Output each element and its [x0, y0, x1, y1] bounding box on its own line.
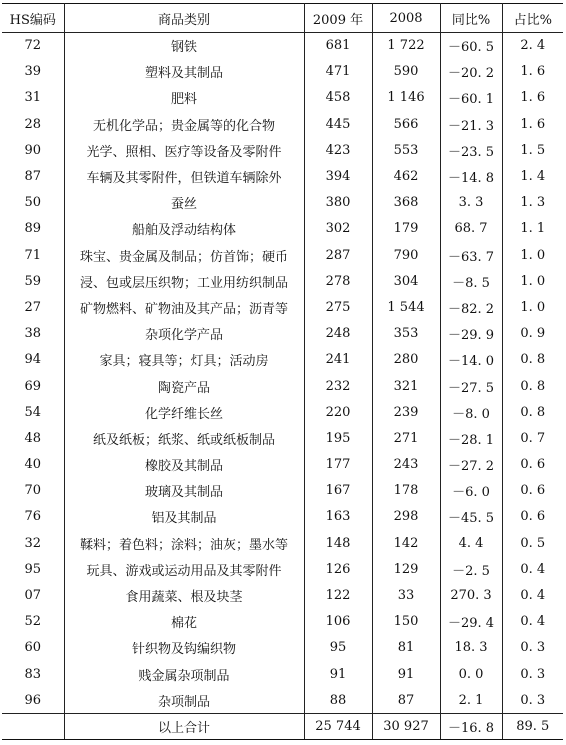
category-cell: 车辆及其零附件，但铁道车辆除外 [64, 163, 304, 189]
hs-code-cell: 31 [2, 85, 64, 111]
share-cell: 0. 6 [502, 478, 563, 504]
value-2008-cell: 368 [372, 190, 440, 216]
value-2008-cell: 280 [372, 347, 440, 373]
value-2009-cell: 163 [304, 504, 372, 530]
value-2009-cell: 278 [304, 268, 372, 294]
value-2009-cell: 471 [304, 59, 372, 85]
share-cell: 1. 6 [502, 111, 563, 137]
value-2009-cell: 167 [304, 478, 372, 504]
yoy-cell: 68. 7 [440, 216, 502, 242]
yoy-cell: 2. 1 [440, 687, 502, 713]
yoy-cell: －8. 5 [440, 268, 502, 294]
share-cell: 0. 6 [502, 504, 563, 530]
category-cell: 珠宝、贵金属及制品；仿首饰；硬币 [64, 242, 304, 268]
share-cell: 0. 4 [502, 582, 563, 608]
table-row [2, 347, 563, 373]
share-cell: 0. 9 [502, 321, 563, 347]
share-cell: 0. 8 [502, 399, 563, 425]
total-share-cell: 89. 5 [502, 713, 563, 739]
total-value-2008-cell: 30 927 [372, 713, 440, 739]
hs-code-cell: 94 [2, 347, 64, 373]
table-row [2, 216, 563, 242]
share-cell: 0. 8 [502, 373, 563, 399]
value-2009-cell: 126 [304, 556, 372, 582]
table-row [2, 242, 563, 268]
value-2009-cell: 681 [304, 33, 372, 59]
value-2009-cell: 195 [304, 425, 372, 451]
yoy-cell: －28. 1 [440, 425, 502, 451]
value-2008-cell: 81 [372, 635, 440, 661]
header-hs-code: HS编码 [2, 4, 64, 33]
header-yoy: 同比% [440, 4, 502, 33]
hs-code-cell: 39 [2, 59, 64, 85]
header-2009: 2009 年 [304, 4, 372, 33]
value-2009-cell: 287 [304, 242, 372, 268]
value-2009-cell: 241 [304, 347, 372, 373]
value-2008-cell: 566 [372, 111, 440, 137]
table-row [2, 556, 563, 582]
share-cell: 1. 1 [502, 216, 563, 242]
share-cell: 0. 4 [502, 556, 563, 582]
table-row [2, 321, 563, 347]
share-cell: 1. 0 [502, 294, 563, 320]
category-cell: 无机化学品；贵金属等的化合物 [64, 111, 304, 137]
hs-code-cell: 38 [2, 321, 64, 347]
category-cell: 光学、照相、医疗等设备及零附件 [64, 137, 304, 163]
value-2009-cell: 88 [304, 687, 372, 713]
yoy-cell: 3. 3 [440, 190, 502, 216]
table-row [2, 294, 563, 320]
value-2009-cell: 302 [304, 216, 372, 242]
total-category-cell: 以上合计 [64, 713, 304, 739]
value-2008-cell: 142 [372, 530, 440, 556]
value-2008-cell: 321 [372, 373, 440, 399]
category-cell: 船舶及浮动结构体 [64, 216, 304, 242]
yoy-cell: －8. 0 [440, 399, 502, 425]
value-2008-cell: 1 146 [372, 85, 440, 111]
hs-code-cell: 32 [2, 530, 64, 556]
table-row [2, 59, 563, 85]
table-row [2, 163, 563, 189]
value-2008-cell: 178 [372, 478, 440, 504]
value-2009-cell: 445 [304, 111, 372, 137]
share-cell: 0. 4 [502, 609, 563, 635]
hs-code-cell: 90 [2, 137, 64, 163]
trade-table [2, 3, 563, 740]
value-2008-cell: 304 [372, 268, 440, 294]
header-2008: 2008 [372, 4, 440, 33]
total-hs-code-cell [2, 713, 64, 739]
value-2009-cell: 220 [304, 399, 372, 425]
category-cell: 矿物燃料、矿物油及其产品；沥青等 [64, 294, 304, 320]
yoy-cell: 4. 4 [440, 530, 502, 556]
value-2009-cell: 177 [304, 452, 372, 478]
category-cell: 鞣料；着色料；涂料；油灰；墨水等 [64, 530, 304, 556]
total-row [2, 713, 563, 739]
table-row [2, 399, 563, 425]
yoy-cell: －60. 1 [440, 85, 502, 111]
category-cell: 玻璃及其制品 [64, 478, 304, 504]
share-cell: 1. 4 [502, 163, 563, 189]
yoy-cell: －82. 2 [440, 294, 502, 320]
table-row [2, 530, 563, 556]
hs-code-cell: 83 [2, 661, 64, 687]
category-cell: 浸、包或层压织物；工业用纺织制品 [64, 268, 304, 294]
share-cell: 1. 3 [502, 190, 563, 216]
value-2009-cell: 91 [304, 661, 372, 687]
hs-code-cell: 07 [2, 582, 64, 608]
yoy-cell: －29. 9 [440, 321, 502, 347]
table-row [2, 33, 563, 59]
table-row [2, 582, 563, 608]
yoy-cell: －45. 5 [440, 504, 502, 530]
category-cell: 陶瓷产品 [64, 373, 304, 399]
yoy-cell: －29. 4 [440, 609, 502, 635]
table-row [2, 609, 563, 635]
table-row [2, 268, 563, 294]
category-cell: 杂项化学产品 [64, 321, 304, 347]
yoy-cell: 270. 3 [440, 582, 502, 608]
table-row [2, 137, 563, 163]
share-cell: 1. 0 [502, 242, 563, 268]
table-row [2, 85, 563, 111]
table-row [2, 687, 563, 713]
share-cell: 1. 6 [502, 85, 563, 111]
hs-code-cell: 54 [2, 399, 64, 425]
value-2009-cell: 248 [304, 321, 372, 347]
category-cell: 食用蔬菜、根及块茎 [64, 582, 304, 608]
value-2009-cell: 275 [304, 294, 372, 320]
value-2008-cell: 1 544 [372, 294, 440, 320]
value-2008-cell: 243 [372, 452, 440, 478]
hs-code-cell: 72 [2, 33, 64, 59]
table-row [2, 504, 563, 530]
yoy-cell: －27. 5 [440, 373, 502, 399]
value-2008-cell: 1 722 [372, 33, 440, 59]
hs-code-cell: 60 [2, 635, 64, 661]
hs-code-cell: 48 [2, 425, 64, 451]
category-cell: 橡胶及其制品 [64, 452, 304, 478]
yoy-cell: 0. 0 [440, 661, 502, 687]
value-2009-cell: 232 [304, 373, 372, 399]
yoy-cell: －23. 5 [440, 137, 502, 163]
value-2008-cell: 790 [372, 242, 440, 268]
hs-code-cell: 89 [2, 216, 64, 242]
hs-code-cell: 70 [2, 478, 64, 504]
hs-code-cell: 95 [2, 556, 64, 582]
hs-code-cell: 69 [2, 373, 64, 399]
value-2008-cell: 179 [372, 216, 440, 242]
category-cell: 化学纤维长丝 [64, 399, 304, 425]
value-2008-cell: 553 [372, 137, 440, 163]
value-2008-cell: 353 [372, 321, 440, 347]
table-row [2, 190, 563, 216]
value-2008-cell: 129 [372, 556, 440, 582]
value-2009-cell: 458 [304, 85, 372, 111]
yoy-cell: －2. 5 [440, 556, 502, 582]
value-2008-cell: 462 [372, 163, 440, 189]
hs-code-cell: 59 [2, 268, 64, 294]
category-cell: 玩具、游戏或运动用品及其零附件 [64, 556, 304, 582]
table-row [2, 452, 563, 478]
category-cell: 钢铁 [64, 33, 304, 59]
table-row [2, 373, 563, 399]
hs-code-cell: 52 [2, 609, 64, 635]
value-2008-cell: 91 [372, 661, 440, 687]
value-2009-cell: 148 [304, 530, 372, 556]
table-header-row [2, 4, 563, 33]
value-2008-cell: 87 [372, 687, 440, 713]
yoy-cell: －60. 5 [440, 33, 502, 59]
yoy-cell: 18. 3 [440, 635, 502, 661]
value-2009-cell: 394 [304, 163, 372, 189]
hs-code-cell: 76 [2, 504, 64, 530]
share-cell: 2. 4 [502, 33, 563, 59]
share-cell: 0. 3 [502, 661, 563, 687]
category-cell: 杂项制品 [64, 687, 304, 713]
share-cell: 0. 3 [502, 635, 563, 661]
table-row [2, 425, 563, 451]
share-cell: 1. 0 [502, 268, 563, 294]
category-cell: 家具；寝具等；灯具；活动房 [64, 347, 304, 373]
hs-code-cell: 71 [2, 242, 64, 268]
category-cell: 塑料及其制品 [64, 59, 304, 85]
hs-code-cell: 27 [2, 294, 64, 320]
category-cell: 纸及纸板；纸浆、纸或纸板制品 [64, 425, 304, 451]
category-cell: 肥料 [64, 85, 304, 111]
category-cell: 蚕丝 [64, 190, 304, 216]
yoy-cell: －6. 0 [440, 478, 502, 504]
category-cell: 棉花 [64, 609, 304, 635]
yoy-cell: －14. 0 [440, 347, 502, 373]
value-2009-cell: 122 [304, 582, 372, 608]
yoy-cell: －21. 3 [440, 111, 502, 137]
value-2008-cell: 239 [372, 399, 440, 425]
share-cell: 0. 3 [502, 687, 563, 713]
hs-code-cell: 40 [2, 452, 64, 478]
hs-code-cell: 50 [2, 190, 64, 216]
value-2009-cell: 95 [304, 635, 372, 661]
hs-code-cell: 28 [2, 111, 64, 137]
value-2008-cell: 298 [372, 504, 440, 530]
hs-code-cell: 87 [2, 163, 64, 189]
category-cell: 铝及其制品 [64, 504, 304, 530]
share-cell: 0. 7 [502, 425, 563, 451]
table-row [2, 111, 563, 137]
value-2008-cell: 590 [372, 59, 440, 85]
share-cell: 1. 6 [502, 59, 563, 85]
table-body [2, 33, 563, 740]
value-2009-cell: 106 [304, 609, 372, 635]
header-share: 占比% [502, 4, 563, 33]
yoy-cell: －27. 2 [440, 452, 502, 478]
total-value-2009-cell: 25 744 [304, 713, 372, 739]
yoy-cell: －14. 8 [440, 163, 502, 189]
value-2009-cell: 380 [304, 190, 372, 216]
yoy-cell: －20. 2 [440, 59, 502, 85]
hs-code-cell: 96 [2, 687, 64, 713]
value-2008-cell: 271 [372, 425, 440, 451]
header-category: 商品类别 [64, 4, 304, 33]
share-cell: 0. 8 [502, 347, 563, 373]
share-cell: 1. 5 [502, 137, 563, 163]
value-2009-cell: 423 [304, 137, 372, 163]
total-yoy-cell: －16. 8 [440, 713, 502, 739]
category-cell: 贱金属杂项制品 [64, 661, 304, 687]
value-2008-cell: 150 [372, 609, 440, 635]
share-cell: 0. 5 [502, 530, 563, 556]
table-row [2, 635, 563, 661]
share-cell: 0. 6 [502, 452, 563, 478]
value-2008-cell: 33 [372, 582, 440, 608]
yoy-cell: －63. 7 [440, 242, 502, 268]
table-row [2, 478, 563, 504]
table-row [2, 661, 563, 687]
category-cell: 针织物及钩编织物 [64, 635, 304, 661]
